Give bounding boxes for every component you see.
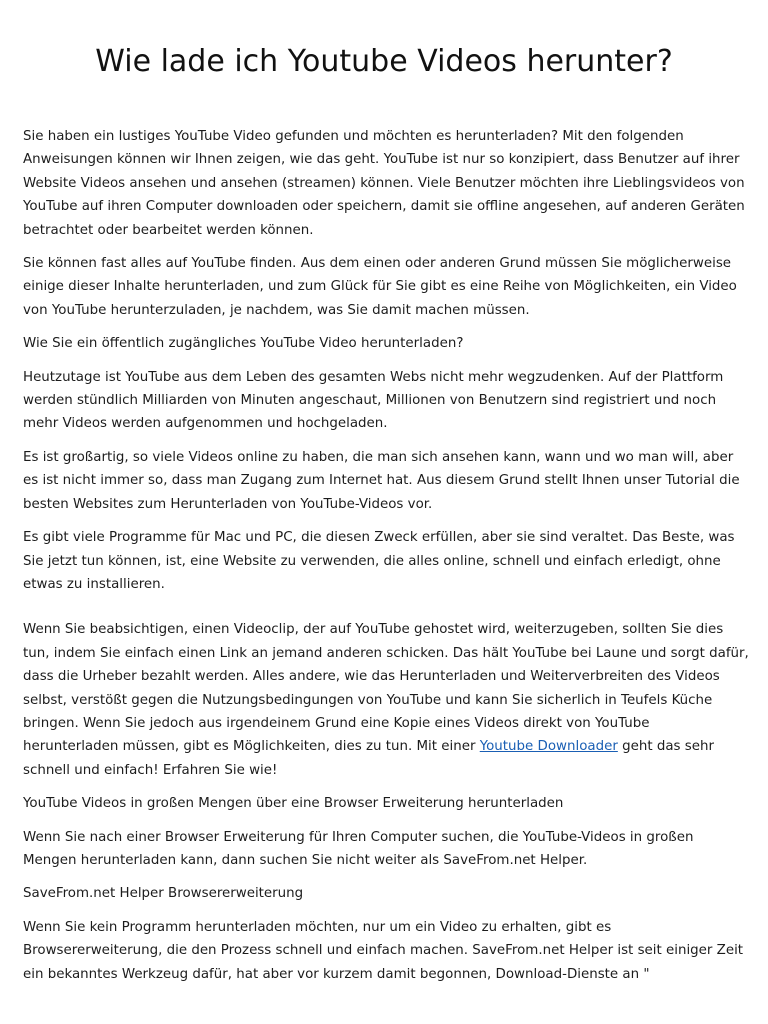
page-title: Wie lade ich Youtube Videos herunter? xyxy=(95,44,673,79)
paragraph-intro: Sie haben ein lustiges YouTube Video gefunden und möchten es herunterladen? Mit den folgenden Anweisungen können wir Ihnen zeigen, wie das geht. YouTube ist nur so konzipiert, dass Benutzer auf ihrer Website Videos ansehen und ansehen (streamen) können. Viele Benutzer möchten ihre Lieblingsvideos von YouTube auf ihren Computer downloaden oder speichern, damit sie offline angesehen, auf anderen Geräten betrachtet oder bearbeitet werden können. xyxy=(23,129,745,238)
paragraph-programs: Es gibt viele Programme für Mac und PC, die diesen Zweck erfüllen, aber sie sind veraltet. Das Beste, was Sie jetzt tun können, ist, eine Website zu verwenden, die alles online, schnell und einfach erledigt, ohne etwas zu installieren. xyxy=(23,530,735,592)
paragraph-share-text-after: geht das sehr schnell und einfach! Erfahren Sie wie! xyxy=(23,739,714,778)
paragraph-find: Sie können fast alles auf YouTube finden. Aus dem einen oder anderen Grund müssen Sie möglicherweise einige dieser Inhalte herunterladen, und zum Glück für Sie gibt es eine Reihe von Möglichkeiten, ein Video von YouTube herunterzuladen, je nachdem, was Sie damit machen müssen. xyxy=(23,256,737,318)
paragraph-savefrom: Wenn Sie kein Programm herunterladen möchten, nur um ein Video zu erhalten, gibt es Browsererweiterung, die den Prozess schnell und einfach machen. SaveFrom.net Helper ist seit einiger Zeit ein bekanntes Werkzeug dafür, hat aber vor kurzem damit begonnen, Download-Dienste an " xyxy=(23,919,744,982)
article-body xyxy=(23,125,749,996)
paragraph-great: Es ist großartig, so viele Videos online zu haben, die man sich ansehen kann, wann und wo man will, aber es ist nicht immer so, dass man Zugang zum Internet hat. Aus diesem Grund stellt Ihnen unser Tutorial die besten Websites zum Herunterladen von YouTube-Videos vor. xyxy=(23,449,740,512)
subheading-savefrom: SaveFrom.net Helper Browsererweiterung xyxy=(23,886,304,902)
youtube-downloader-link[interactable]: Youtube Downloader xyxy=(479,739,618,755)
subheading-bulk-download: YouTube Videos in großen Mengen über eine Browser Erweiterung herunterladen xyxy=(23,796,564,812)
paragraph-browser-extension: Wenn Sie nach einer Browser Erweiterung für Ihren Computer suchen, die YouTube-Videos in großen Mengen herunterladen kann, dann suchen Sie nicht weiter als SaveFrom.net Helper. xyxy=(23,829,694,868)
paragraph-nowadays: Heutzutage ist YouTube aus dem Leben des gesamten Webs nicht mehr wegzudenken. Auf der Plattform werden stündlich Milliarden von Minuten angeschaut, Millionen von Benutzern sind registriert und noch mehr Videos werden aufgenommen und hochgeladen. xyxy=(23,369,724,432)
paragraph-share-text-before: Wenn Sie beabsichtigen, einen Videoclip, der auf YouTube gehostet wird, weiterzugeben, sollten Sie dies tun, indem Sie einfach einen Link an jemand anderen schicken. Das hält YouTube bei Laune und sorgt dafür, dass die Urheber bezahlt werden. Alles andere, wie das Herunterladen und Weiterverbreiten des Videos selbst, verstößt gegen die Nutzungsbedingungen von YouTube und kann Sie sicherlich in Teufels Küche bringen. Wenn Sie jedoch aus irgendeinem Grund eine Kopie eines Videos direkt von YouTube herunterladen müssen, gibt es Möglichkeiten, dies zu tun. Mit einer xyxy=(23,622,749,755)
paragraph-share-link xyxy=(23,618,749,782)
subheading-public-video: Wie Sie ein öffentlich zugängliches YouTube Video herunterladen? xyxy=(23,336,464,352)
